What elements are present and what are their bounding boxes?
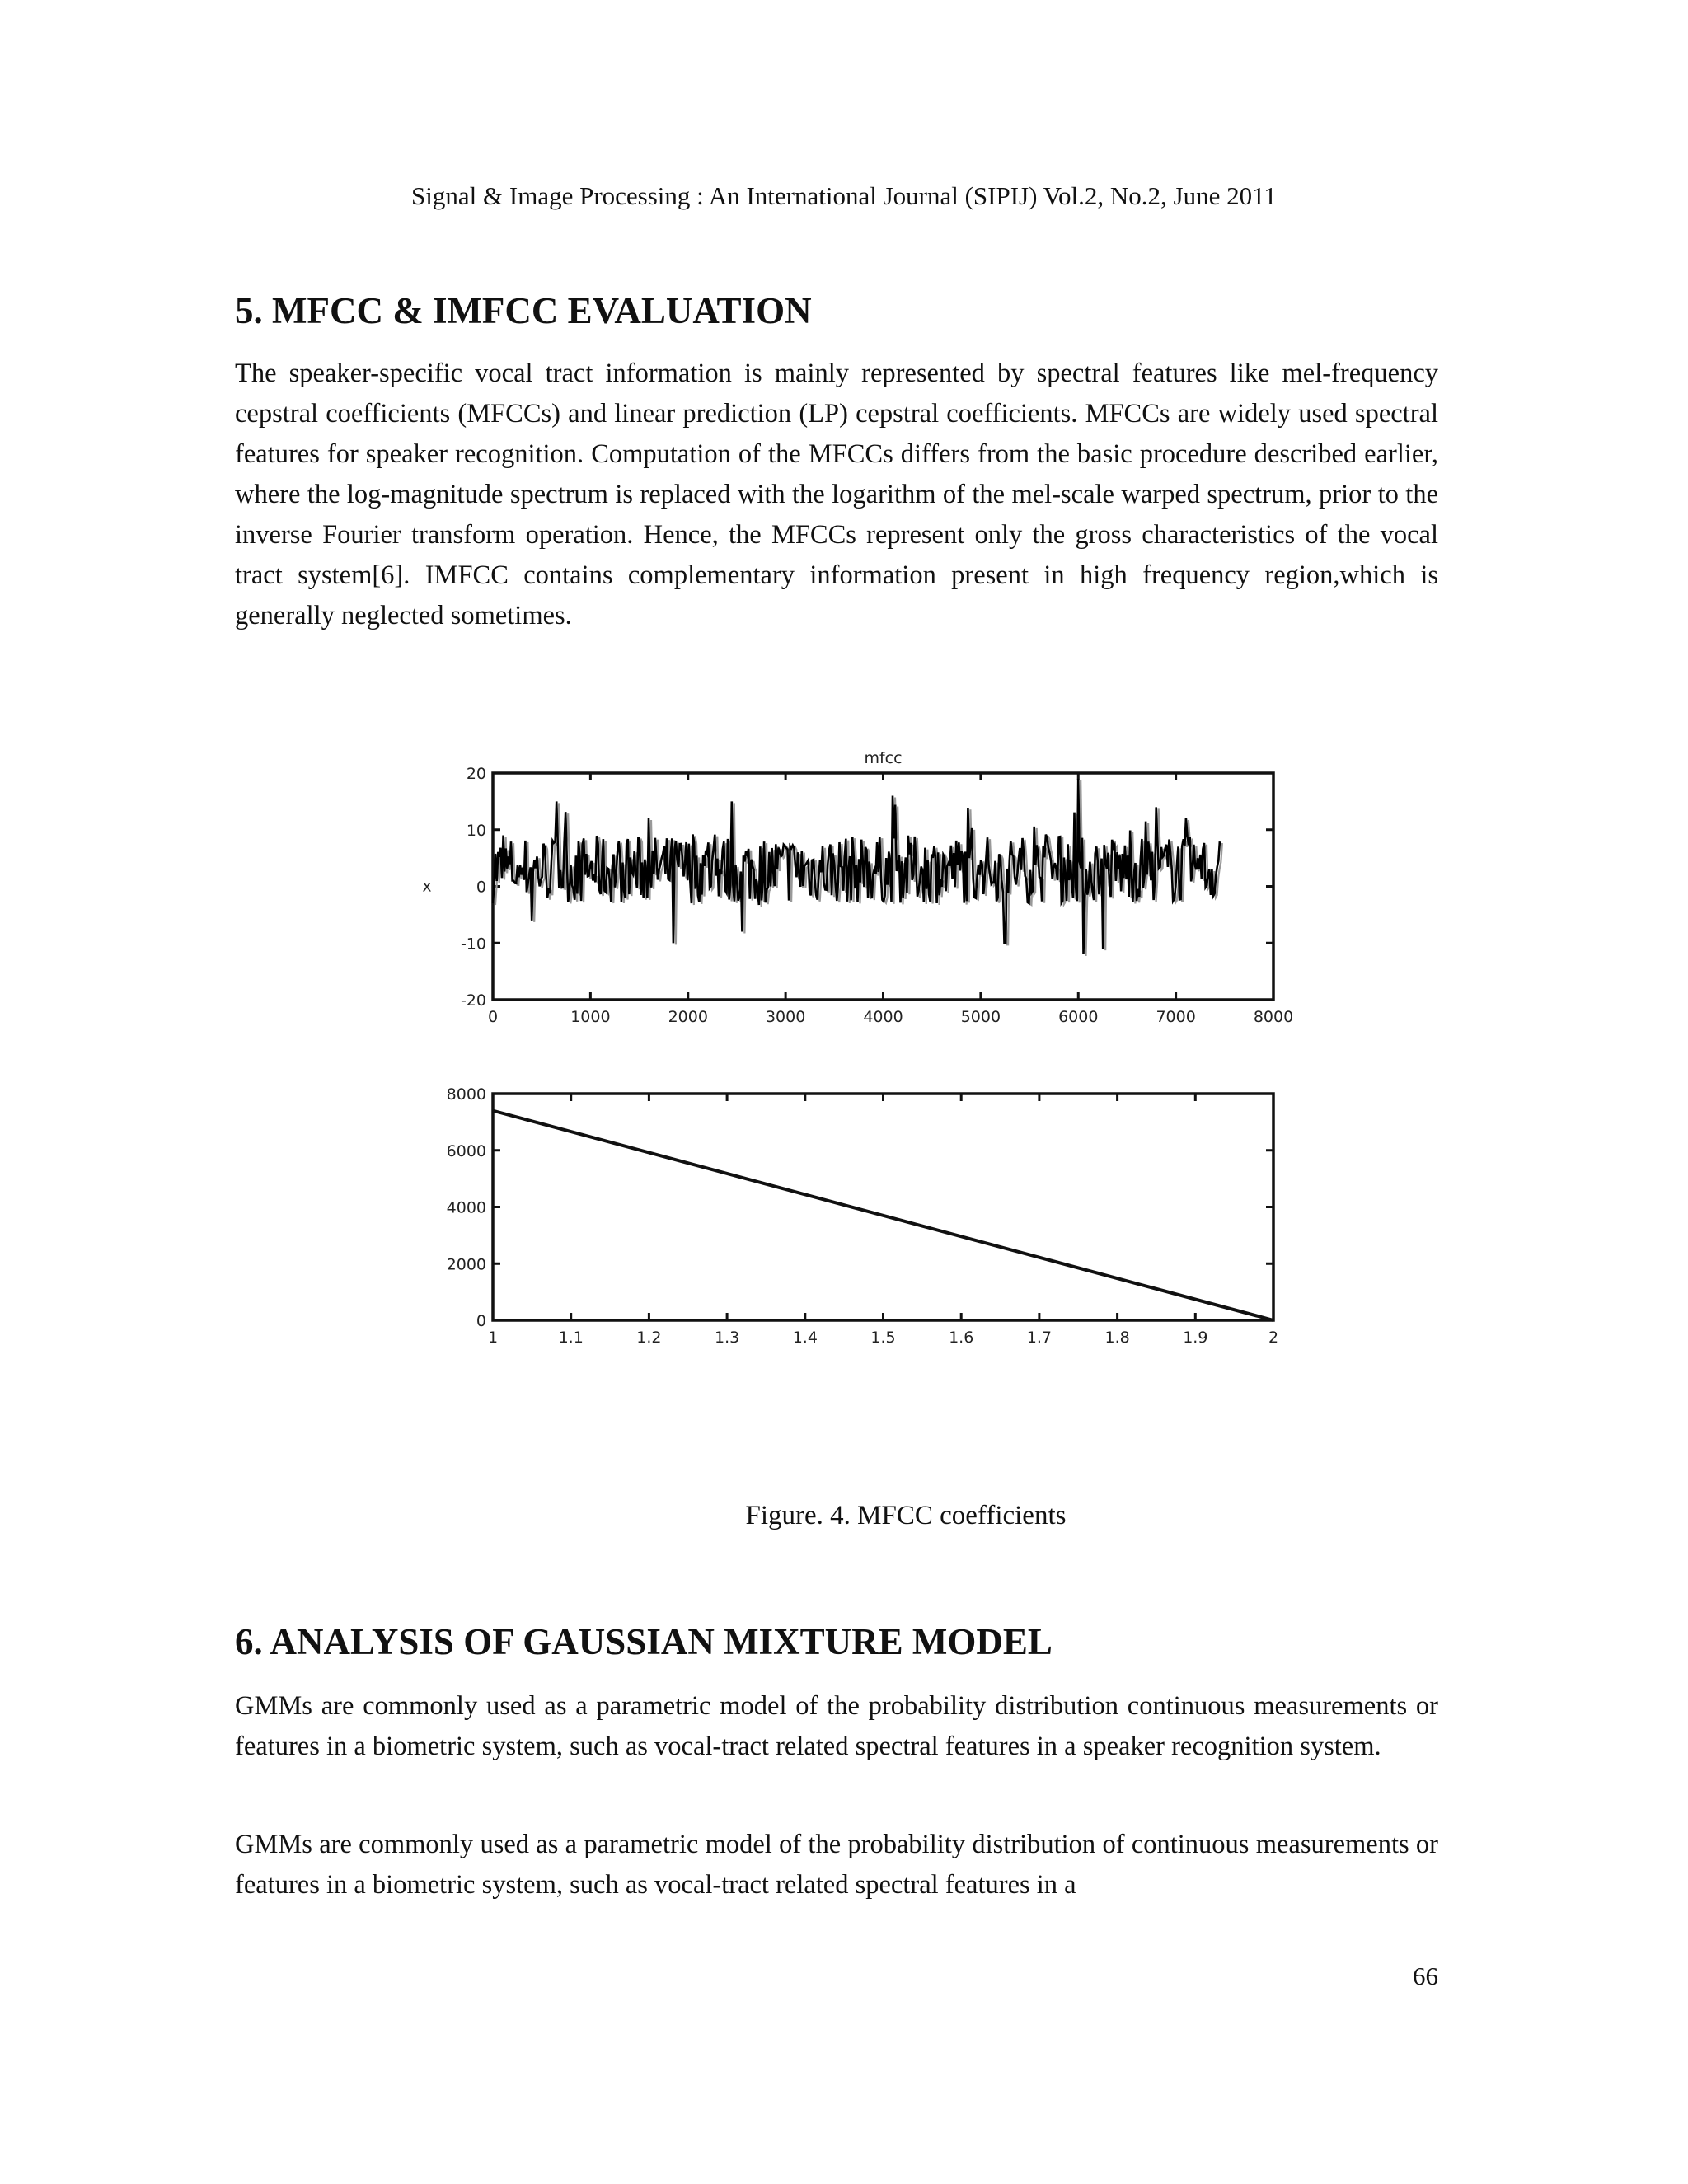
bottom-x-tick-label: 1.5 <box>870 1329 896 1347</box>
running-header: Signal & Image Processing : An International Journal (SIPIJ) Vol.2, No.2, June 2011 <box>411 181 1277 210</box>
bottom-y-tick-label: 4000 <box>446 1198 486 1217</box>
bottom-x-tick-label: 2 <box>1268 1329 1279 1347</box>
section-6-paragraph-2: GMMs are commonly used as a parametric model of the probability distribution of continuous measurements or features in a biometric system, such as vocal-tract related spectral features in a <box>235 1830 1438 1900</box>
top-x-tick-label: 4000 <box>863 1008 903 1026</box>
section-5-paragraph: The speaker-specific vocal tract information is mainly represented by spectral features like mel-frequency cepstral coefficients (MFCCs) and linear prediction (LP) cepstral coefficients. MFCCs are widely used spectral features for speaker recognition. Computation of the MFCCs differs from the basic procedure described earlier, where the log-magnitude spectrum is replaced with the logarithm of the mel-scale warped spectrum, prior to the inverse Fourier transform operation. Hence, the MFCCs represent only the gross characteristics of the vocal tract system[6]. IMFCC contains complementary information present in high frequency region,which is generally neglected sometimes. <box>235 359 1438 630</box>
top-y-tick-label: -10 <box>460 935 486 954</box>
bottom-y-tick-label: 8000 <box>446 1085 486 1104</box>
bottom-x-tick-label: 1 <box>487 1329 499 1347</box>
bottom-x-tick-label: 1.4 <box>792 1329 818 1347</box>
top-x-tick-label: 7000 <box>1156 1008 1196 1026</box>
top-y-axis-label: x <box>422 877 432 896</box>
figure-4 <box>412 733 1335 1376</box>
mfcc-figure-svg <box>412 733 1335 1376</box>
bottom-y-tick-label: 6000 <box>446 1141 486 1160</box>
bottom-plot-frame <box>493 1094 1273 1320</box>
mfcc-bottom-plot <box>447 1085 1278 1347</box>
bottom-x-tick-label: 1.3 <box>714 1329 740 1347</box>
top-x-tick-label: 6000 <box>1058 1008 1099 1026</box>
figure-caption: Figure. 4. MFCC coefficients <box>745 1501 1067 1530</box>
top-y-tick-label: 10 <box>466 821 486 840</box>
page-number: 66 <box>1413 1961 1438 1990</box>
top-x-tick-label: 0 <box>487 1008 499 1026</box>
section-6-paragraph-1: GMMs are commonly used as a parametric model of the probability distribution continuous measurements or features in a biometric system, such as vocal-tract related spectral features in a speaker recognition system. <box>235 1691 1438 1761</box>
mfcc-top-plot <box>422 749 1293 1026</box>
bottom-y-tick-label: 0 <box>476 1312 486 1330</box>
top-series-line <box>493 779 1220 954</box>
bottom-x-tick-label: 1.7 <box>1026 1329 1053 1347</box>
bottom-x-tick-label: 1.6 <box>949 1329 974 1347</box>
top-x-tick-label: 5000 <box>960 1008 1001 1026</box>
section-6-heading: 6. ANALYSIS OF GAUSSIAN MIXTURE MODEL <box>235 1621 1053 1662</box>
top-y-tick-label: -20 <box>460 991 486 1010</box>
bottom-x-tick-label: 1.9 <box>1183 1329 1208 1347</box>
bottom-series-line <box>493 1111 1273 1320</box>
top-y-tick-label: 20 <box>466 765 486 783</box>
top-x-tick-label: 2000 <box>668 1008 708 1026</box>
bottom-x-tick-label: 1.1 <box>558 1329 584 1347</box>
top-x-tick-label: 8000 <box>1253 1008 1294 1026</box>
bottom-y-tick-label: 2000 <box>446 1255 486 1274</box>
top-x-tick-label: 3000 <box>765 1008 806 1026</box>
top-chart-title: mfcc <box>864 749 903 767</box>
bottom-x-tick-label: 1.8 <box>1104 1329 1130 1347</box>
top-x-tick-label: 1000 <box>570 1008 611 1026</box>
top-y-tick-label: 0 <box>476 878 486 897</box>
section-5-heading: 5. MFCC & IMFCC EVALUATION <box>235 290 812 331</box>
bottom-x-tick-label: 1.2 <box>636 1329 662 1347</box>
